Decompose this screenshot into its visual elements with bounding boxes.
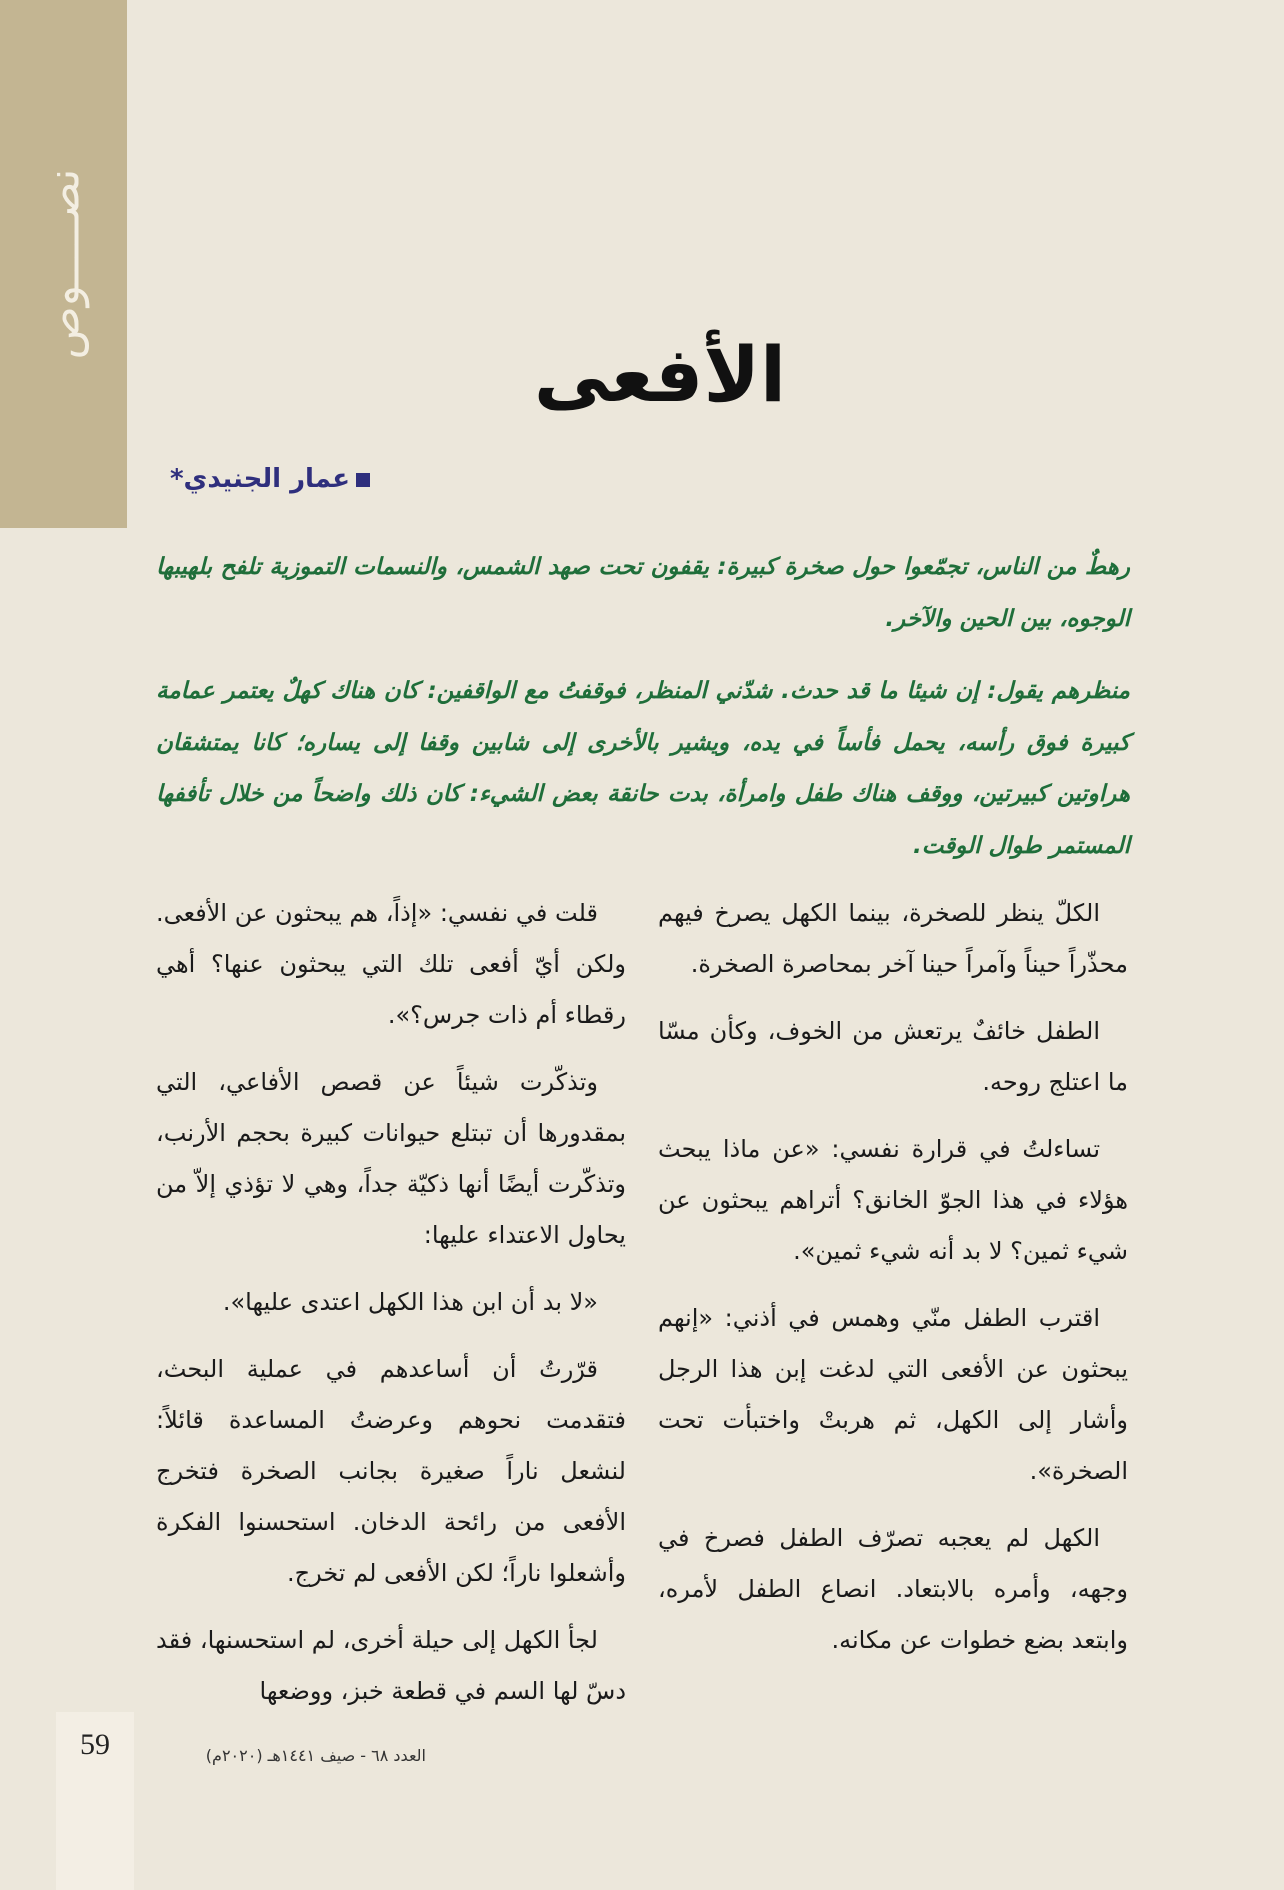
author-name: عمار الجنيدي*	[169, 464, 350, 494]
section-tab	[0, 0, 127, 528]
body-paragraph: قرّرتُ أن أساعدهم في عملية البحث، فتقدمت نحوهم وعرضتُ المساعدة قائلاً: لنشعل ناراً صغيرة بجانب الصخرة فتخرج الأفعى من رائحة الدخان. استحسنوا الفكرة وأشعلوا ناراً؛ لكن الأفعى لم تخرج.	[156, 1355, 626, 1587]
left-column	[156, 888, 626, 1733]
issue-info: العدد ٦٨ - صيف ١٤٤١هـ (٢٠٢٠م)	[205, 1746, 426, 1765]
article-title: الأفعى	[533, 330, 787, 419]
page-number: 59	[80, 1728, 110, 1761]
body-paragraph: «لا بد أن ابن هذا الكهل اعتدى عليها».	[222, 1288, 598, 1316]
body-paragraph: الكهل لم يعجبه تصرّف الطفل فصرخ في وجهه، وأمره بالابتعاد. انصاع الطفل لأمره، وابتعد بضع خطوات عن مكانه.	[658, 1524, 1128, 1654]
body-paragraph: الطفل خائفٌ يرتعش من الخوف، وكأن مسّا ما اعتلج روحه.	[658, 1017, 1128, 1096]
right-column	[658, 888, 1128, 1682]
author-byline	[150, 464, 370, 494]
intro-paragraph: منظرهم يقول: إن شيئا ما قد حدث. شدّني المنظر، فوقفتُ مع الواقفين: كان هناك كهلٌ يعتمر عمامة كبيرة فوق رأسه، يحمل فأساً في يده، ويشير بالأخرى إلى شابين وقفا إلى يساره؛ كانا يمتشقان هراوتين كبيرتين، ووقف هناك طفل وامرأة، بدت حانقة بعض الشيء: كان ذلك واضحاً من خلال تأففها المستمر طوال الوقت.	[156, 678, 1130, 859]
body-paragraph: لجأ الكهل إلى حيلة أخرى، لم استحسنها، فقد دسّ لها السم في قطعة خبز، ووضعها	[156, 1626, 626, 1705]
intro-paragraph: رهطٌ من الناس، تجمّعوا حول صخرة كبيرة: يقفون تحت صهد الشمس، والنسمات التموزية تلفح بلهيبها الوجوه، بين الحين والآخر.	[156, 554, 1130, 632]
body-paragraph: الكلّ ينظر للصخرة، بينما الكهل يصرخ فيهم محذّراً حيناً وآمراً حينا آخر بمحاصرة الصخرة.	[658, 899, 1128, 978]
square-bullet-icon	[356, 473, 370, 487]
body-paragraph: اقترب الطفل منّي وهمس في أذني: «إنهم يبحثون عن الأفعى التي لدغت إبن هذا الرجل وأشار إلى الكهل، ثم هربتْ واختبأت تحت الصخرة».	[658, 1304, 1128, 1485]
section-label: نصـــــوص	[38, 168, 89, 360]
body-paragraph: تساءلتُ في قرارة نفسي: «عن ماذا يبحث هؤلاء في هذا الجوّ الخانق؟ أتراهم يبحثون عن شيء ثمين؟ لا بد أنه شيء ثمين».	[658, 1135, 1128, 1265]
body-paragraph: قلت في نفسي: «إذاً، هم يبحثون عن الأفعى. ولكن أيّ أفعى تلك التي يبحثون عنها؟ أهي رقطاء أم ذات جرس؟».	[156, 899, 626, 1029]
body-paragraph: وتذكّرت شيئاً عن قصص الأفاعي، التي بمقدورها أن تبتلع حيوانات كبيرة بحجم الأرنب، وتذكّرت أيضًا أنها ذكيّة جداً، وهي لا تؤذي إلاّ من يحاول الاعتداء عليها:	[156, 1068, 626, 1249]
